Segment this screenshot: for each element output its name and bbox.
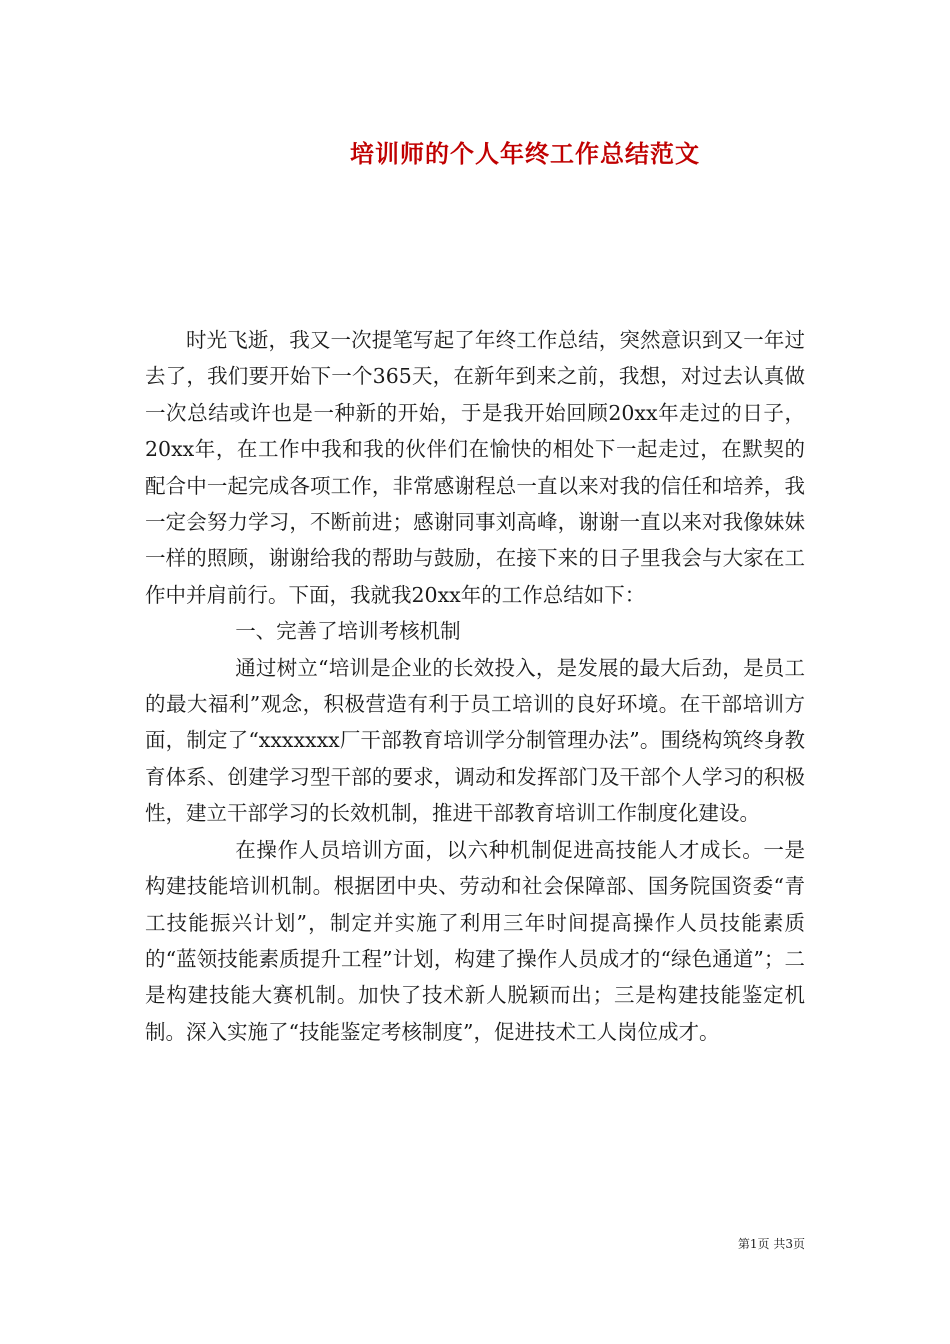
section-paragraph-2: 在操作人员培训方面，以六种机制促进高技能人才成长。一是构建技能培训机制。根据团中央、劳动和社会保障部、国务院国资委“青工技能振兴计划”，制定并实施了利用三年时间提高操作人员技能素质的“蓝领技能素质提升工程”计划，构建了操作人员成才的“绿色通道”；二是构建技能大赛机制。加快了技术新人脱颖而出；三是构建技能鉴定机制。深入实施了“技能鉴定考核制度”，促进技术工人岗位成才。: [145, 837, 805, 1044]
document-title: 培训师的个人年终工作总结范文: [350, 139, 700, 168]
section-heading-1: 一、完善了培训考核机制: [235, 619, 461, 644]
intro-paragraph: 时光飞逝，我又一次提笔写起了年终工作总结，突然意识到又一年过去了，我们要开始下一个365天，在新年到来之前，我想，对过去认真做一次总结或许也是一种新的开始，于是我开始回顾20xx年走过的日子，20xx年，在工作中我和我的伙伴们在愉快的相处下一起走过，在默契的配合中一起完成各项工作，非常感谢程总一直以来对我的信任和培养，我一定会努力学习，不断前进；感谢同事刘高峰，谢谢一直以来对我像妹妹一样的照顾，谢谢给我的帮助与鼓励，在接下来的日子里我会与大家在工作中并肩前行。下面，我就我20xx年的工作总结如下：: [145, 328, 805, 607]
section-paragraph-1: 通过树立“培训是企业的长效投入，是发展的最大后劲，是员工的最大福利”观念，积极营造有利于员工培训的良好环境。在干部培训方面，制定了“xxxxxxx厂干部教育培训学分制管理办法”。围绕构筑终身教育体系、创建学习型干部的要求，调动和发挥部门及干部个人学习的积极性，建立干部学习的长效机制，推进干部教育培训工作制度化建设。: [145, 655, 805, 826]
page-number-footer: 第1页 共3页: [737, 1237, 805, 1251]
document-body: [145, 322, 805, 1050]
